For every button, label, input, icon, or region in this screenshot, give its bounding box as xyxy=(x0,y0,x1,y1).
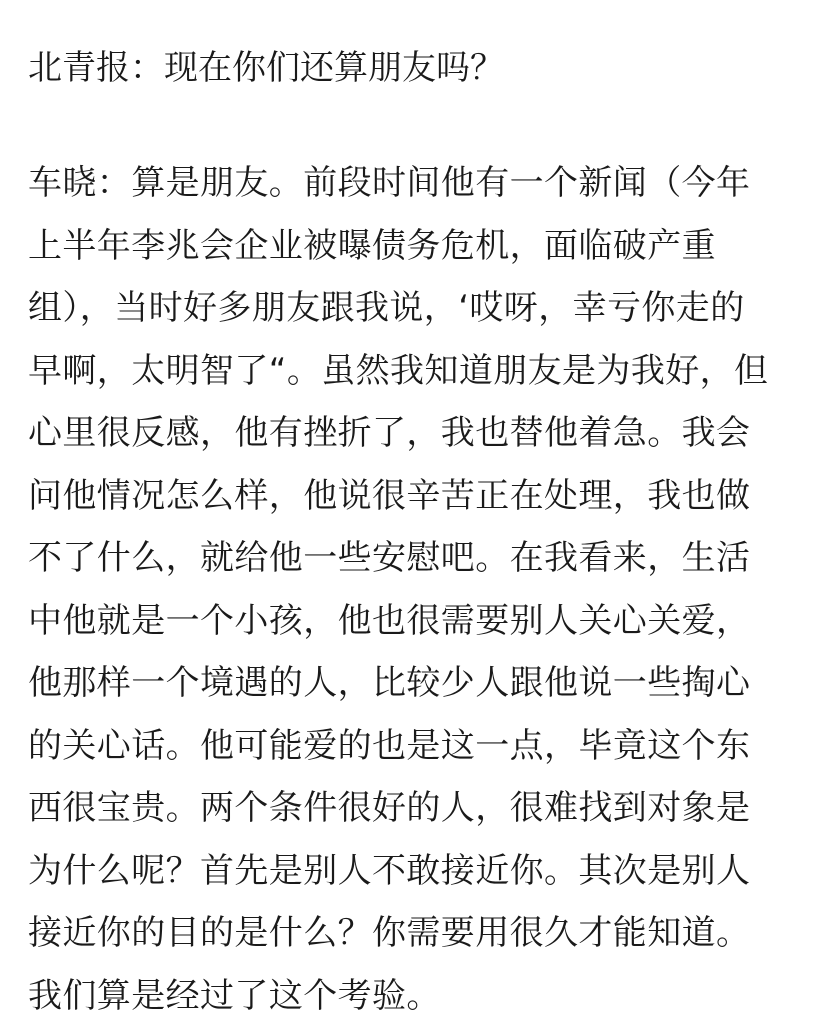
interview-question: 北青报：现在你们还算朋友吗？ xyxy=(28,48,504,88)
answer-line: 为什么呢？首先是别人不敢接近你。其次是别人 xyxy=(28,850,751,891)
answer-line: 不了什么，就给他一些安慰吧。在我看来，生活 xyxy=(28,538,751,578)
answer-line: 我们算是经过了这个考验。 xyxy=(28,975,441,1016)
answer-line: 的关心话。他可能爱的也是这一点，毕竟这个东 xyxy=(28,725,751,766)
answer-line: 西很宝贵。两个条件很好的人，很难找到对象是 xyxy=(28,788,751,828)
answer-line: 他那样一个境遇的人，比较少人跟他说一些掏心 xyxy=(28,663,751,703)
answer-line: 接近你的目的是什么？你需要用很久才能知道。 xyxy=(28,913,751,953)
answer-line: 问他情况怎么样，他说很辛苦正在处理，我也做 xyxy=(28,475,751,516)
answer-line: 上半年李兆会企业被曝债务危机，面临破产重 xyxy=(28,225,716,266)
answer-line: 组），当时好多朋友跟我说，‘哎呀，幸亏你走的 xyxy=(28,288,745,328)
answer-line: 中他就是一个小孩，他也很需要别人关心关爱， xyxy=(28,600,751,641)
interview-answer xyxy=(28,155,798,1030)
answer-line: 车晓：算是朋友。前段时间他有一个新闻（今年 xyxy=(28,163,751,203)
answer-line: 心里很反感，他有挫折了，我也替他着急。我会 xyxy=(28,413,751,453)
answer-line: 早啊，太明智了“。虽然我知道朋友是为我好，但 xyxy=(28,350,769,391)
